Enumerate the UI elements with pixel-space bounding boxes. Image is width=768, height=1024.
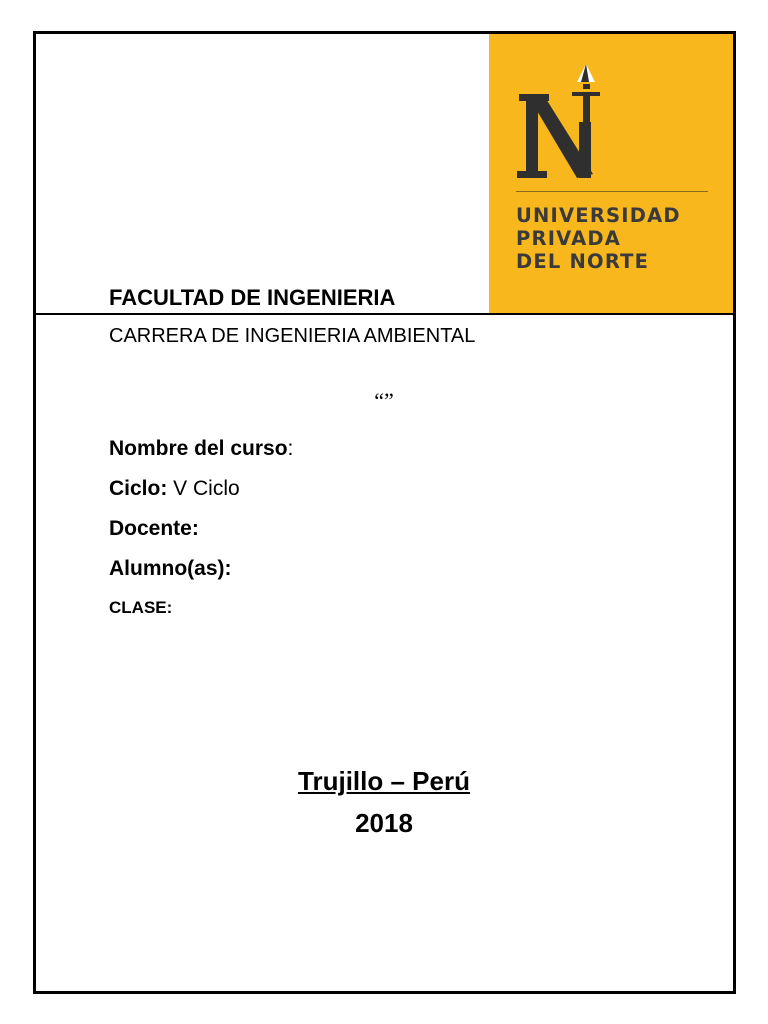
course-colon: :	[287, 437, 294, 460]
faculty-title: FACULTAD DE INGENIERIA	[109, 285, 396, 310]
teacher-label: Docente:	[109, 517, 199, 540]
header-divider	[36, 313, 733, 315]
city-line	[0, 766, 768, 797]
students-label: Alumno(as):	[109, 557, 232, 580]
cycle-label: Ciclo:	[109, 477, 168, 500]
logo-text-line2: PRIVADA	[516, 227, 622, 250]
logo-text-line1: UNIVERSIDAD	[516, 204, 681, 227]
title-quotes: “”	[374, 388, 394, 413]
teacher-field	[109, 517, 199, 541]
course-label: Nombre del curso	[109, 437, 288, 460]
course-name-field	[109, 437, 293, 461]
cycle-field	[109, 477, 240, 501]
logo-text-line3: DEL NORTE	[516, 250, 650, 273]
students-field	[109, 557, 232, 581]
class-label: CLASE:	[109, 598, 173, 617]
city-text: Trujillo – Perú	[298, 766, 470, 796]
career-subtitle: CARRERA DE INGENIERIA AMBIENTAL	[109, 325, 476, 347]
logo-divider	[516, 191, 708, 192]
cycle-value: V Ciclo	[167, 477, 240, 500]
year-text: 2018	[355, 808, 413, 838]
